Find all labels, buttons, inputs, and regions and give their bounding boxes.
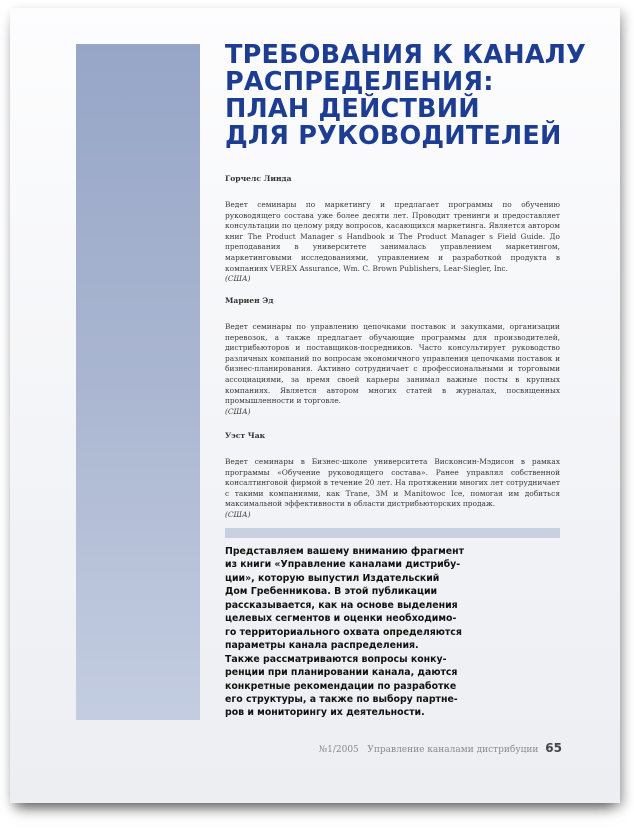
lead-line: целевых сегментов и оценки необходимо- — [225, 613, 457, 625]
lead-line: го территориального охвата определяются — [225, 626, 462, 638]
author-country: (США) — [225, 406, 251, 416]
author-bio-block — [225, 431, 560, 520]
author-bio-text: Ведет семинары по управлению цепочками поставок и закупками, организации перевозок, а также предлагает обучающие программы для производителей, дистрибьюторов и поставщиков-посредников. Часто консультирует руководство различных компаний по вопросам экономичного управления цепочками поставок и бизнес-планирования. Активно сотрудничает с профессиональными и торговыми ассоциациями, за время своей карьеры занимал важные посты в крупных компаниях. Является автором многих статей в журналах, посвященных промышленности и торговле. — [225, 322, 560, 406]
title-line: РАСПРЕДЕЛЕНИЯ: — [225, 67, 494, 97]
author-country: (США) — [225, 509, 251, 519]
title-line: ПЛАН ДЕЙСТВИЙ — [225, 94, 480, 124]
title-line: ДЛЯ РУКОВОДИТЕЛЕЙ — [225, 121, 562, 151]
lead-line: Дом Гребенникова. В этой публикации — [225, 586, 438, 598]
issue-number: №1/2005 — [318, 745, 359, 755]
article-lead — [225, 545, 487, 720]
page-footer — [310, 741, 562, 755]
author-name: Горчелс Линда — [225, 174, 292, 183]
author-bio-block — [225, 174, 560, 284]
author-country: (США) — [225, 274, 251, 284]
author-name: Уэст Чак — [225, 431, 266, 440]
lead-line: Представляем вашему вниманию фрагмент — [225, 546, 465, 557]
author-name: Мариен Эд — [225, 296, 274, 305]
author-bio-text: Ведет семинары по маркетингу и предлагает программы по обучению руководящего состава уже более десяти лет. Проводит тренинги и предоставляет консультации по целому ряду вопросов, касающихся маркетинга. Является автором книг The Product Manager s Handbook и The Product Manager s Field Guide. До преподавания в университете занималась управлением маркетингом, маркетинговыми исследованиями, управлением и разработкой продукта в компаниях VEREX Assurance, Wm. C. Brown Publishers, Lear-Siegler, Inc. — [225, 200, 560, 273]
section-divider-bar — [225, 528, 560, 538]
lead-line: Также рассматриваются вопросы конку- — [225, 653, 447, 665]
lead-line: рассказывается, как на основе выделения — [225, 599, 458, 611]
lead-line: ции», которую выпустил Издательский — [225, 572, 440, 584]
title-line: ТРЕБОВАНИЯ К КАНАЛУ — [225, 40, 586, 70]
magazine-page — [10, 8, 620, 803]
author-bio-text: Ведет семинары в Бизнес-школе университета Висконсин-Мэдисон в рамках программы «Обучение руководящего состава». Ранее управлял собственной консалтинговой фирмой в течение 20 лет. На протяжении многих лет сотрудничает с такими компаниями, как Trane, 3M и Manitowoc Ice, помогая им добиться максимальной эффективности в области дистрибьюторских продаж. — [225, 457, 560, 509]
decorative-side-band — [76, 44, 200, 720]
lead-line: конкретные рекомендации по разработке — [225, 680, 457, 692]
lead-line: ренции при планировании канала, даются — [225, 667, 458, 679]
author-bio-block — [225, 296, 560, 417]
journal-name: Управление каналами дистрибуции — [367, 745, 539, 755]
lead-line: его структуры, а также по выбору партне- — [225, 693, 458, 705]
lead-line: из книги «Управление каналами дистрибу- — [225, 559, 461, 571]
page-number: 65 — [545, 741, 562, 755]
article-title — [225, 42, 605, 150]
lead-line: параметры канала распределения. — [225, 640, 419, 652]
lead-line: ров и мониторингу их деятельности. — [225, 707, 425, 719]
